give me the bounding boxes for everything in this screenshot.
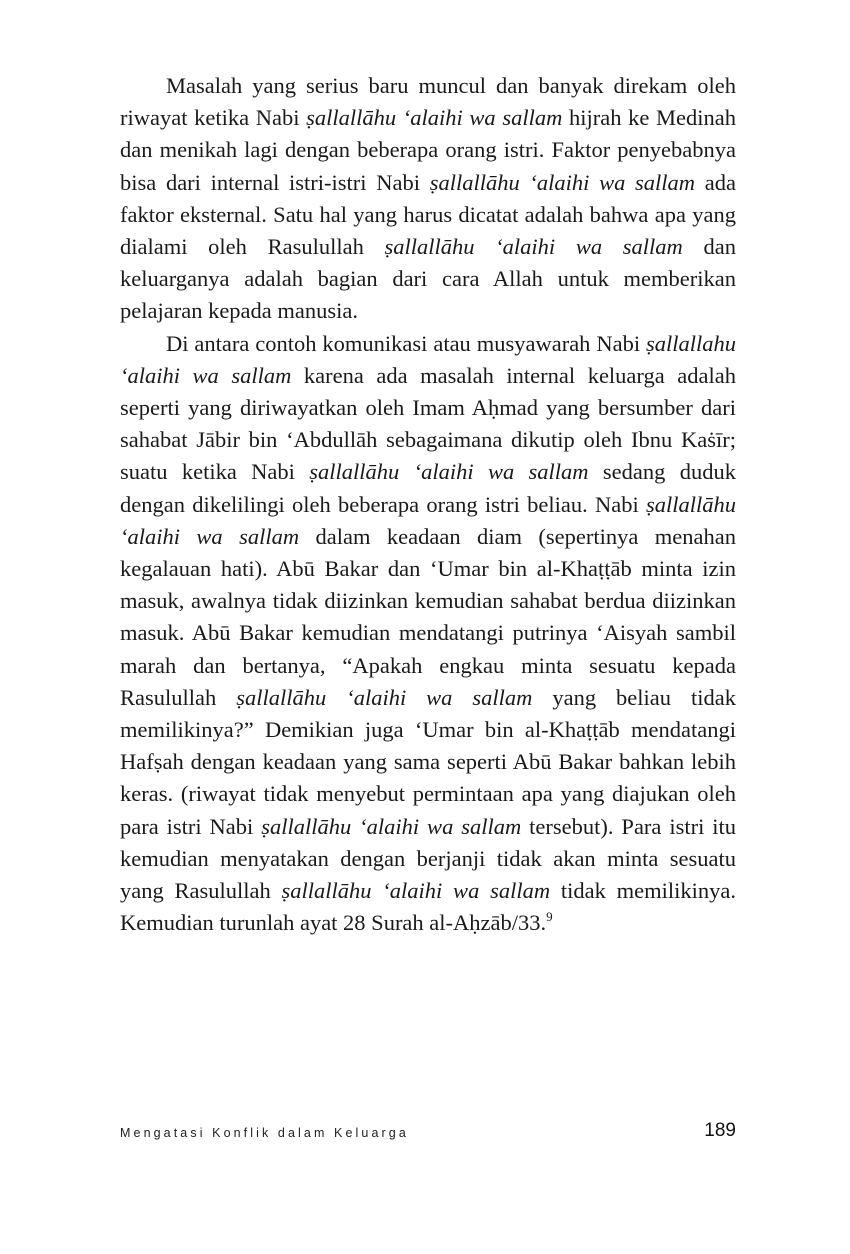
text-run: hijrah ke Medinah dan menikah lagi dengan beberapa orang istri. Faktor penyebabnya bisa dari internal istri-istri Nabi <box>120 105 736 195</box>
paragraph <box>120 70 736 328</box>
honorific-italic: ṣallallāhu ‘alaihi wa sallam <box>309 459 589 485</box>
honorific-italic: ṣallallāhu ‘alaihi wa sallam <box>236 684 533 710</box>
text-run: dalam keadaan diam (sepertinya menahan kegalauan hati). Abū Bakar dan ‘Umar bin al-Khaṭṭāb minta izin masuk, awalnya tidak diizinkan kemudian sahabat berdua diizinkan masuk. Abū Bakar kemudian mendatangi putrinya ‘Aisyah sambil marah dan bertanya, “Apakah engkau minta sesuatu kepada Rasulullah <box>120 523 736 710</box>
text-run: karena ada masalah internal keluarga adalah seperti yang diriwayatkan oleh Imam Aḥmad yang bersumber dari sahabat Jābir bin ‘Abdullāh sebagaimana dikutip oleh Ibnu Kaṡīr; suatu ketika Nabi <box>120 362 737 485</box>
honorific-italic: ṣallallāhu ‘alaihi wa sallam <box>261 813 522 839</box>
honorific-italic: ṣallallahu ‘alaihi wa sallam <box>120 330 736 388</box>
text-run: ada faktor eksternal. Satu hal yang harus dicatat adalah bahwa apa yang dialami oleh Rasulullah <box>120 169 736 260</box>
page-number: 189 <box>704 1120 736 1141</box>
text-run: Di antara contoh komunikasi atau musyawarah Nabi <box>166 330 646 356</box>
text-run: yang beliau tidak memilikinya?” Demikian juga ‘Umar bin al-Khaṭṭāb mendatangi Hafṣah dengan keadaan yang sama seperti Abū Bakar bahkan lebih keras. (riwayat tidak menyebut permintaan apa yang diajukan oleh para istri Nabi <box>120 684 736 839</box>
honorific-italic: ṣallallāhu ‘alaihi wa sallam <box>384 234 683 260</box>
body-text <box>120 70 736 939</box>
text-run: tersebut). Para istri itu kemudian menyatakan dengan berjanji tidak akan minta sesuatu yang Rasulullah <box>120 813 736 904</box>
paragraph <box>120 328 736 940</box>
honorific-italic: ṣallallāhu ‘alaihi wa sallam <box>281 878 551 904</box>
honorific-italic: ṣallallāhu ‘alaihi wa sallam <box>306 105 563 131</box>
footnote-reference: 9 <box>546 909 553 925</box>
text-run: Masalah yang serius baru muncul dan banyak direkam oleh riwayat ketika Nabi <box>120 73 736 131</box>
text-run: sedang duduk dengan dikelilingi oleh beberapa orang istri beliau. Nabi <box>120 459 736 517</box>
text-run: dan keluarganya adalah bagian dari cara Allah untuk memberikan pelajaran kepada manusia. <box>120 234 736 324</box>
running-title: Mengatasi Konflik dalam Keluarga <box>120 1126 409 1140</box>
page-footer <box>120 1120 736 1150</box>
honorific-italic: ṣallallāhu ‘alaihi wa sallam <box>429 169 696 195</box>
honorific-italic: ṣallallāhu ‘alaihi wa sallam <box>120 491 736 549</box>
text-run: tidak memilikinya. Kemudian turunlah ayat 28 Surah al-Aḥzāb/33. <box>120 878 736 936</box>
